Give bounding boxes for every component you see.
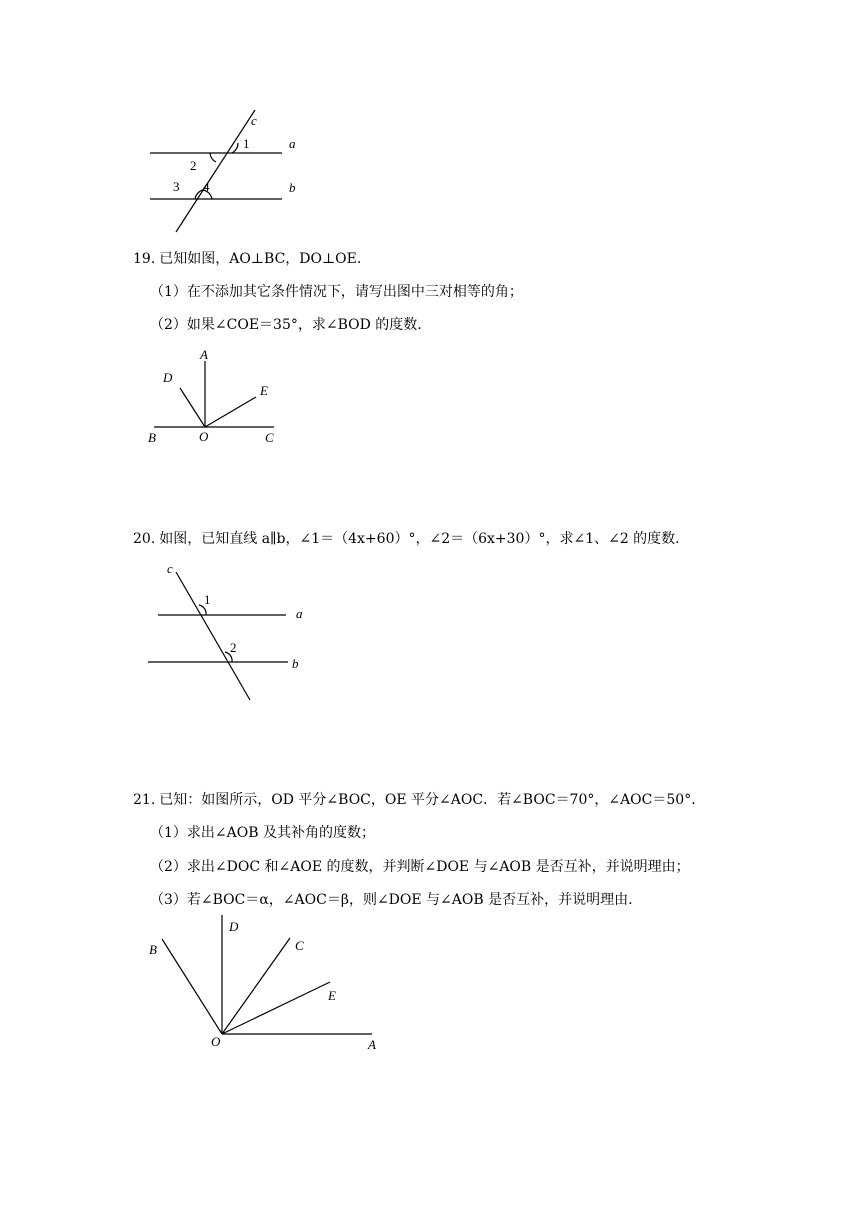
label-a: a <box>289 136 296 151</box>
label-b: b <box>289 180 296 195</box>
ray-ob <box>162 939 222 1034</box>
q19-figure <box>140 345 300 450</box>
label-O: O <box>211 1034 221 1049</box>
q19-part2: （2）如果∠COE＝35°，求∠BOD 的度数. <box>150 317 422 333</box>
q19-number: 19. <box>133 251 156 267</box>
label-1: 1 <box>204 592 211 607</box>
line-c <box>176 572 250 700</box>
q21-stem: 21. 已知：如图所示，OD 平分∠BOC，OE 平分∠AOC．若∠BOC＝70°，∠AOC＝50°． <box>133 792 706 808</box>
label-A: A <box>368 1037 376 1052</box>
label-D: D <box>229 919 239 934</box>
q21-number: 21. <box>133 792 156 808</box>
q21-part2: （2）求出∠DOC 和∠AOE 的度数，并判断∠DOE 与∠AOB 是否互补，并说明理由； <box>150 859 690 875</box>
label-B: B <box>149 942 157 957</box>
label-b: b <box>292 656 299 671</box>
ray-oe <box>205 397 256 427</box>
label-1: 1 <box>243 136 250 151</box>
ray-oc <box>222 938 290 1034</box>
label-E: E <box>260 383 268 398</box>
label-O: O <box>199 429 209 444</box>
label-2: 2 <box>230 640 237 655</box>
q20-figure <box>140 560 320 705</box>
label-B: B <box>148 430 156 445</box>
line-c <box>176 110 255 232</box>
q18-figure <box>140 100 320 240</box>
q21-part1: （1）求出∠AOB 及其补角的度数； <box>150 825 375 841</box>
label-3: 3 <box>173 179 180 194</box>
q20-stem: 20. 如图，已知直线 a∥b，∠1＝（4x+60）°，∠2＝（6x+30）°，求∠1、∠2 的度数. <box>133 531 680 547</box>
label-c: c <box>167 561 173 576</box>
label-2: 2 <box>190 158 197 173</box>
label-4: 4 <box>203 179 210 194</box>
ray-oe <box>222 982 330 1034</box>
label-D: D <box>163 370 173 385</box>
label-C: C <box>295 938 304 953</box>
label-A: A <box>200 347 208 362</box>
q20-number: 20. <box>133 531 156 547</box>
label-c: c <box>251 113 257 128</box>
label-a: a <box>296 606 303 621</box>
q19-part1: （1）在不添加其它条件情况下，请写出图中三对相等的角； <box>150 284 523 300</box>
angle-2-arc <box>210 153 216 162</box>
q19-stem: 19. 已知如图，AO⊥BC，DO⊥OE. <box>133 251 362 267</box>
q21-figure <box>140 910 390 1055</box>
label-C: C <box>265 430 274 445</box>
q21-part3: （3）若∠BOC＝α，∠AOC＝β，则∠DOE 与∠AOB 是否互补，并说明理由. <box>150 892 633 908</box>
ray-od <box>180 388 205 427</box>
label-E: E <box>328 988 336 1003</box>
